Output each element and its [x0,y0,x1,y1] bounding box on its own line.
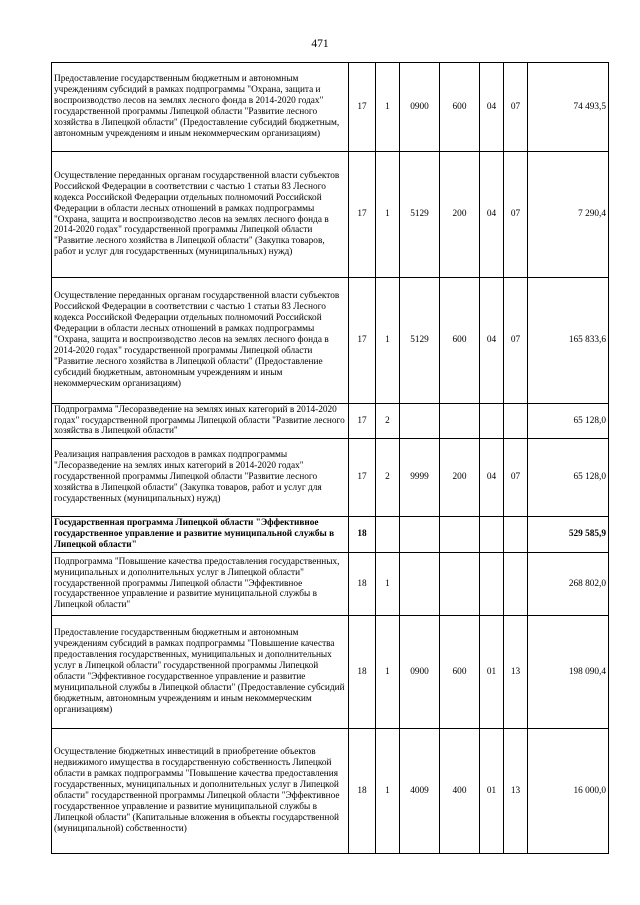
expense-type-code: 600 [440,63,480,152]
subprogram-code: 1 [376,152,400,278]
amount: 165 833,6 [528,278,609,404]
section-code: 01 [480,616,504,729]
amount: 16 000,0 [528,729,609,854]
amount: 65 128,0 [528,404,609,439]
subprogram-code: 1 [376,729,400,854]
admin-code: 18 [349,616,376,729]
row-description: Предоставление государственным бюджетным и автономным учреждениям субсидий в рамках подпрограммы "Повышение качества предоставления государственных, муниципальных и дополнительных услуг в Липецкой области" государственной программы Липецкой области "Эффективное государственное управление и развитие муниципальной службы в Липецкой области" (Предоставление субсидий бюджетным, автономным учреждениям и иным некоммерческим организациям) [52,616,349,729]
section-code [480,404,504,439]
target-code [400,517,440,553]
subsection-code: 07 [504,439,528,517]
table-row [52,517,609,553]
expense-type-code [440,404,480,439]
section-code [480,553,504,616]
subsection-code: 13 [504,616,528,729]
subsection-code [504,517,528,553]
target-code: 0900 [400,616,440,729]
row-description: Предоставление государственным бюджетным и автономным учреждениям субсидий в рамках подпрограммы "Охрана, защита и воспроизводство лесов на землях лесного фонда в 2014-2020 годах" государственной программы Липецкой области "Развитие лесного хозяйства в Липецкой области" (Предоставление субсидий бюджетным, автономным учреждениям и иным некоммерческим организациям) [52,63,349,152]
amount: 198 090,4 [528,616,609,729]
admin-code: 17 [349,63,376,152]
table-row [52,553,609,616]
table-row [52,63,609,152]
amount: 65 128,0 [528,439,609,517]
subprogram-code: 1 [376,63,400,152]
admin-code: 17 [349,439,376,517]
row-description: Реализация направления расходов в рамках подпрограммы "Лесоразведение на землях иных категорий в 2014-2020 годах" государственной программы Липецкой области "Развитие лесного хозяйства в Липецкой области" (Закупка товаров, работ и услуг для государственных (муниципальных) нужд) [52,439,349,517]
row-description: Осуществление переданных органам государственной власти субъектов Российской Федерации в соответствии с частью 1 статьи 83 Лесного кодекса Российской Федерации отдельных полномочий Российской Федерации в области лесных отношений в рамках подпрограммы "Охрана, защита и воспроизводство лесов на землях лесного фонда в 2014-2020 годах" государственной программы Липецкой области "Развитие лесного хозяйства в Липецкой области" (Предоставление субсидий бюджетным, автономным учреждениям и иным некоммерческим организациям) [52,278,349,404]
expense-type-code: 600 [440,278,480,404]
page-number: 471 [311,38,329,50]
subprogram-code: 2 [376,404,400,439]
table-row [52,152,609,278]
target-code: 5129 [400,152,440,278]
target-code: 0900 [400,63,440,152]
subprogram-code: 2 [376,439,400,517]
amount: 529 585,9 [528,517,609,553]
section-code: 01 [480,729,504,854]
row-description: Государственная программа Липецкой области "Эффективное государственное управление и развитие муниципальной службы в Липецкой области" [52,517,349,553]
table-row [52,729,609,854]
row-description: Осуществление переданных органам государственной власти субъектов Российской Федерации в соответствии с частью 1 статьи 83 Лесного кодекса Российской Федерации отдельных полномочий Российской Федерации в области лесных отношений в рамках подпрограммы "Охрана, защита и воспроизводство лесов на землях лесного фонда в 2014-2020 годах" государственной программы Липецкой области "Развитие лесного хозяйства в Липецкой области" (Закупка товаров, работ и услуг для государственных (муниципальных) нужд) [52,152,349,278]
subprogram-code [376,517,400,553]
expense-type-code: 600 [440,616,480,729]
table-row [52,439,609,517]
expense-type-code [440,553,480,616]
admin-code: 17 [349,278,376,404]
section-code: 04 [480,439,504,517]
target-code: 9999 [400,439,440,517]
admin-code: 18 [349,517,376,553]
admin-code: 18 [349,553,376,616]
budget-table [51,62,609,854]
subsection-code: 07 [504,152,528,278]
row-description: Осуществление бюджетных инвестиций в приобретение объектов недвижимого имущества в государственную собственность Липецкой области в рамках подпрограммы "Повышение качества предоставления государственных, муниципальных и дополнительных услуг в Липецкой области" государственной программы Липецкой области "Эффективное государственное управление и развитие муниципальной службы в Липецкой области" (Капитальные вложения в объекты государственной (муниципальной) собственности) [52,729,349,854]
target-code [400,553,440,616]
target-code: 5129 [400,278,440,404]
subprogram-code: 1 [376,616,400,729]
table-row [52,404,609,439]
amount: 7 290,4 [528,152,609,278]
admin-code: 18 [349,729,376,854]
expense-type-code: 200 [440,152,480,278]
expense-type-code: 200 [440,439,480,517]
row-description: Подпрограмма "Лесоразведение на землях иных категорий в 2014-2020 годах" государственной программы Липецкой области "Развитие лесного хозяйства в Липецкой области" [52,404,349,439]
target-code [400,404,440,439]
section-code [480,517,504,553]
subsection-code: 13 [504,729,528,854]
target-code: 4009 [400,729,440,854]
amount: 268 802,0 [528,553,609,616]
subsection-code [504,553,528,616]
table-row [52,616,609,729]
subprogram-code: 1 [376,278,400,404]
subsection-code: 07 [504,63,528,152]
expense-type-code [440,517,480,553]
subsection-code: 07 [504,278,528,404]
subsection-code [504,404,528,439]
subprogram-code: 1 [376,553,400,616]
admin-code: 17 [349,152,376,278]
table-row [52,278,609,404]
section-code: 04 [480,152,504,278]
row-description: Подпрограмма "Повышение качества предоставления государственных, муниципальных и дополнительных услуг в Липецкой области" государственной программы Липецкой области "Эффективное государственное управление и развитие муниципальной службы в Липецкой области" [52,553,349,616]
section-code: 04 [480,63,504,152]
admin-code: 17 [349,404,376,439]
section-code: 04 [480,278,504,404]
amount: 74 493,5 [528,63,609,152]
expense-type-code: 400 [440,729,480,854]
